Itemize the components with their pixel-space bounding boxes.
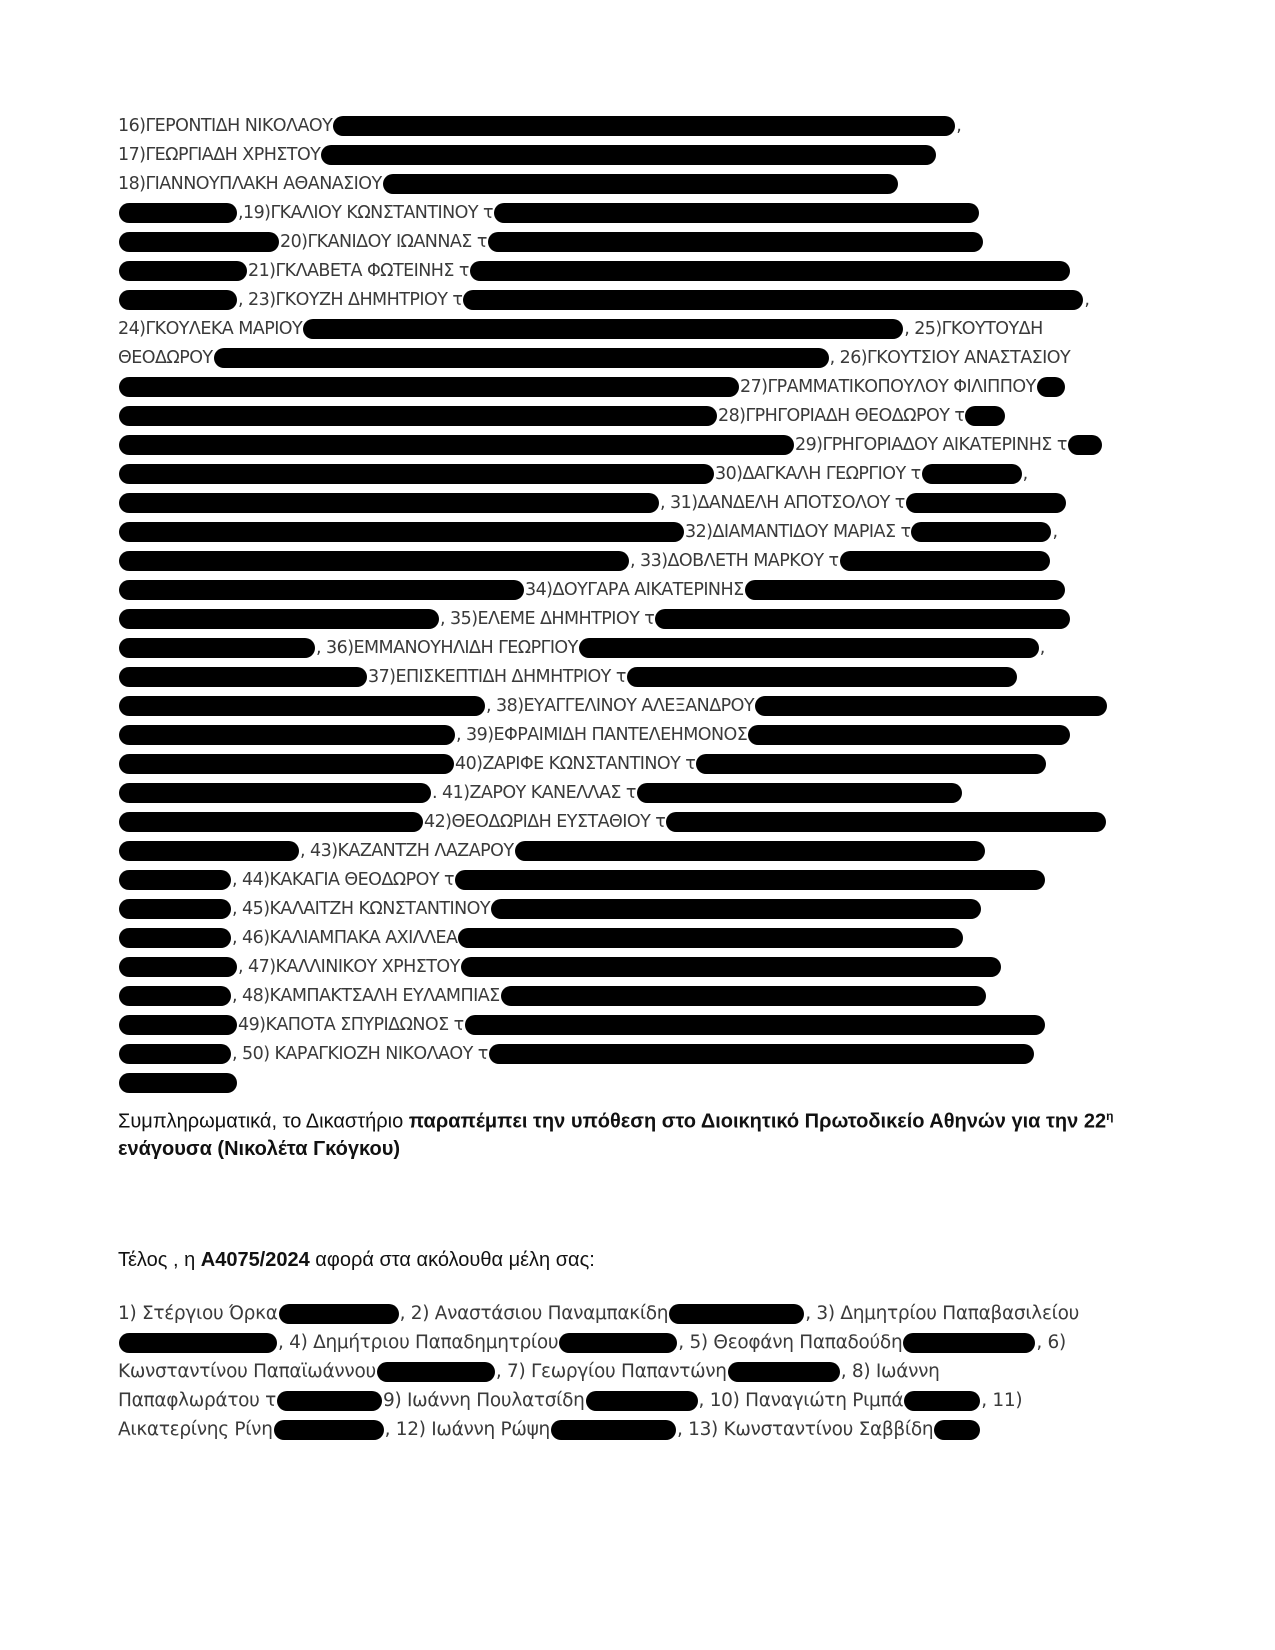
- list-text: 30)ΔΑΓΚΑΛΗ ΓΕΩΡΓΙΟΥ τ: [715, 464, 921, 484]
- list-text: 16)ΓΕΡΟΝΤΙΔΗ ΝΙΚΟΛΑΟΥ: [118, 116, 333, 136]
- redaction-block: [119, 812, 423, 832]
- list-line: [118, 810, 1107, 834]
- list-line: [118, 694, 1108, 718]
- list-line: [118, 549, 1051, 573]
- list-text: , 33)ΔΟΒΛΕΤΗ ΜΑΡΚΟΥ τ: [630, 551, 839, 571]
- redaction-block: [1068, 435, 1102, 455]
- redaction-block: [934, 1420, 980, 1440]
- list-text: , 44)ΚΑΚΑΓΙΑ ΘΕΟΔΩΡΟΥ τ: [232, 870, 454, 890]
- supplementary-paragraph: [118, 1103, 1158, 1163]
- redaction-block: [559, 1333, 677, 1353]
- list-text: . 41)ΖΑΡΟΥ ΚΑΝΕΛΛΑΣ τ: [432, 783, 636, 803]
- list-text: ,: [1022, 464, 1028, 484]
- redaction-block: [627, 667, 1017, 687]
- list-text: , 47)ΚΑΛΛΙΝΙΚΟΥ ΧΡΗΣΤΟΥ: [238, 957, 460, 977]
- redaction-block: [274, 1420, 384, 1440]
- list-text: 20)ΓΚΑΝΙΔΟΥ ΙΩΑΝΝΑΣ τ: [280, 232, 487, 252]
- member-line: [118, 1418, 981, 1442]
- list-text: 34)ΔΟΥΓΑΡΑ ΑΙΚΑΤΕΡΙΝΗΣ: [525, 580, 744, 600]
- redaction-block: [119, 725, 455, 745]
- redaction-block: [904, 1391, 980, 1411]
- list-line: [118, 375, 1066, 399]
- redaction-block: [455, 870, 1045, 890]
- redaction-block: [119, 493, 659, 513]
- redaction-block: [903, 1333, 1035, 1353]
- member-text: , 6): [1036, 1332, 1066, 1353]
- redaction-block: [669, 1304, 804, 1324]
- redaction-block: [119, 928, 231, 948]
- list-line: [118, 491, 1067, 515]
- redaction-block: [551, 1420, 676, 1440]
- list-text: ,: [956, 116, 962, 136]
- member-line: [118, 1302, 1079, 1326]
- list-text: 27)ΓΡΑΜΜΑΤΙΚΟΠΟΥΛΟΥ ΦΙΛΙΠΠΟΥ: [740, 377, 1036, 397]
- list-text: 24)ΓΚΟΥΛΕΚΑ ΜΑΡΙΟΥ: [118, 319, 303, 339]
- list-line: [118, 607, 1071, 631]
- redaction-block: [119, 899, 231, 919]
- list-text: ΘΕΟΔΩΡΟΥ: [118, 348, 213, 368]
- redaction-block: [119, 986, 231, 1006]
- redaction-block: [119, 1044, 231, 1064]
- redaction-block: [119, 580, 524, 600]
- list-text: 49)ΚΑΠΟΤΑ ΣΠΥΡΙΔΩΝΟΣ τ: [238, 1015, 464, 1035]
- redaction-block: [458, 928, 963, 948]
- redaction-block: [922, 464, 1022, 484]
- list-line: [118, 723, 1071, 747]
- redaction-block: [494, 203, 979, 223]
- list-line: [118, 636, 1045, 660]
- redaction-block: [214, 348, 829, 368]
- redaction-block: [745, 580, 1065, 600]
- member-text: , 7) Γεωργίου Παπαντώνη: [495, 1361, 727, 1382]
- list-line: [118, 752, 1047, 776]
- redaction-block: [119, 667, 367, 687]
- member-text: 9) Ιωάννη Πουλατσίδη: [383, 1390, 585, 1411]
- member-text: Αικατερίνης Ρίνη: [118, 1419, 273, 1440]
- member-text: , 4) Δημήτριου Παπαδημητρίου: [278, 1332, 559, 1353]
- list-text: ,: [1052, 522, 1058, 542]
- member-line: [118, 1331, 1066, 1355]
- member-text: , 5) Θεοφάνη Παπαδούδη: [678, 1332, 903, 1353]
- list-line: [118, 868, 1046, 892]
- list-text: 42)ΘΕΟΔΩΡΙΔΗ ΕΥΣΤΑΘΙΟΥ τ: [424, 812, 666, 832]
- list-line: [118, 143, 937, 167]
- list-line: [118, 520, 1058, 544]
- list-text: 29)ΓΡΗΓΟΡΙΑΔΟΥ ΑΙΚΑΤΕΡΙΝΗΣ τ: [795, 435, 1067, 455]
- list-line: [118, 288, 1089, 312]
- redaction-block: [321, 145, 936, 165]
- list-line: [118, 114, 961, 138]
- redaction-block: [279, 1304, 399, 1324]
- redaction-block: [465, 1015, 1045, 1035]
- list-line: [118, 955, 1002, 979]
- redaction-block: [965, 406, 1005, 426]
- list-line: [118, 404, 1006, 428]
- redaction-block: [119, 435, 794, 455]
- list-text: , 39)ΕΦΡΑΙΜΙΔΗ ΠΑΝΤΕΛΕΗΜΟΝΟΣ: [456, 725, 748, 745]
- list-text: , 23)ΓΚΟΥΖΗ ΔΗΜΗΤΡΙΟΥ τ: [238, 290, 463, 310]
- member-line: [118, 1389, 1022, 1413]
- redaction-block: [119, 754, 454, 774]
- redaction-block: [461, 957, 1001, 977]
- list-line: [118, 781, 963, 805]
- redaction-block: [463, 290, 1083, 310]
- member-text: , 11): [981, 1390, 1023, 1411]
- redaction-block: [303, 319, 903, 339]
- member-text: , 10) Παναγιώτη Ριμπά: [698, 1390, 904, 1411]
- supplementary-text: Συμπληρωματικά, το Δικαστήριο: [118, 1110, 409, 1133]
- list-line: [118, 578, 1066, 602]
- list-line: [118, 1042, 1035, 1066]
- list-line: [118, 839, 986, 863]
- redaction-block: [655, 609, 1070, 629]
- redaction-block: [119, 522, 684, 542]
- redaction-block: [119, 638, 315, 658]
- redaction-block: [119, 203, 237, 223]
- list-text: , 46)ΚΑΛΙΑΜΠΑΚΑ ΑΧΙΛΛΕΑ: [232, 928, 458, 948]
- redaction-block: [488, 232, 983, 252]
- redaction-block: [586, 1391, 698, 1411]
- redaction-block: [119, 377, 739, 397]
- list-line: [118, 172, 899, 196]
- list-line: [118, 433, 1103, 457]
- member-text: , 3) Δημητρίου Παπαβασιλείου: [805, 1303, 1080, 1324]
- list-line: [118, 259, 1071, 283]
- list-text: , 43)ΚΑΖΑΝΤΖΗ ΛΑΖΑΡΟΥ: [300, 841, 514, 861]
- member-text: , 8) Ιωάννη: [840, 1361, 940, 1382]
- list-text: 32)ΔΙΑΜΑΝΤΙΔΟΥ ΜΑΡΙΑΣ τ: [685, 522, 911, 542]
- list-line: [118, 926, 964, 950]
- list-line: [118, 317, 1043, 341]
- redaction-block: [119, 783, 431, 803]
- member-text: Παπαφλωράτου τ: [118, 1390, 277, 1411]
- list-line: [118, 897, 982, 921]
- case-number: Α4075/2024: [200, 1249, 310, 1271]
- redaction-block: [491, 899, 981, 919]
- redaction-block: [696, 754, 1046, 774]
- member-text: , 13) Κωνσταντίνου Σαββίδη: [676, 1419, 934, 1440]
- redaction-block: [840, 551, 1050, 571]
- redaction-block: [515, 841, 985, 861]
- list-text: 21)ΓΚΛΑΒΕΤΑ ΦΩΤΕΙΝΗΣ τ: [248, 261, 469, 281]
- list-text: 40)ΖΑΡΙΦΕ ΚΩΝΣΤΑΝΤΙΝΟΥ τ: [455, 754, 696, 774]
- redaction-block: [119, 841, 299, 861]
- final-text: Τέλος , η: [118, 1249, 201, 1271]
- final-text: αφορά στα ακόλουθα μέλη σας:: [309, 1249, 595, 1271]
- supplementary-bold-text: ενάγουσα (Νικολέτα Γκόγκου): [118, 1137, 401, 1160]
- redaction-block: [119, 464, 714, 484]
- redaction-block: [637, 783, 962, 803]
- redaction-block: [666, 812, 1106, 832]
- member-text: 1) Στέργιου Όρκα: [118, 1303, 278, 1324]
- list-text: , 38)ΕΥΑΓΓΕΛΙΝΟΥ ΑΛΕΞΑΝΔΡΟΥ: [486, 696, 755, 716]
- list-text: , 25)ΓΚΟΥΤΟΥΔΗ: [904, 319, 1043, 339]
- redaction-block: [333, 116, 955, 136]
- list-text: , 48)ΚΑΜΠΑΚΤΣΑΛΗ ΕΥΛΑΜΠΙΑΣ: [232, 986, 500, 1006]
- list-text: ,19)ΓΚΑΛΙΟΥ ΚΩΝΣΤΑΝΤΙΝΟΥ τ: [238, 203, 493, 223]
- redaction-block: [911, 522, 1051, 542]
- redaction-block: [119, 1073, 237, 1093]
- redaction-block: [728, 1362, 840, 1382]
- member-text: Κωνσταντίνου Παπαϊωάννου: [118, 1361, 376, 1382]
- list-line: [118, 1071, 238, 1095]
- final-paragraph: [118, 1247, 1158, 1274]
- redaction-block: [119, 406, 717, 426]
- redaction-block: [906, 493, 1066, 513]
- redaction-block: [1037, 377, 1065, 397]
- supplementary-bold-text: παραπέμπει την υπόθεση στο Διοικητικό Πρωτοδικείο Αθηνών για την 22: [408, 1110, 1107, 1133]
- redaction-block: [119, 290, 237, 310]
- list-line: [118, 1013, 1046, 1037]
- list-text: , 35)ΕΛΕΜΕ ΔΗΜΗΤΡΙΟΥ τ: [440, 609, 655, 629]
- list-text: 37)ΕΠΙΣΚΕΠΤΙΔΗ ΔΗΜΗΤΡΙΟΥ τ: [368, 667, 626, 687]
- list-line: [118, 462, 1028, 486]
- redaction-block: [119, 551, 629, 571]
- list-text: , 50) ΚΑΡΑΓΚΙΟΖΗ ΝΙΚΟΛΑΟΥ τ: [232, 1044, 488, 1064]
- redaction-block: [377, 1362, 495, 1382]
- superscript: η: [1106, 1109, 1114, 1123]
- member-line: [118, 1360, 940, 1384]
- list-text: , 26)ΓΚΟΥΤΣΙΟΥ ΑΝΑΣΤΑΣΙΟΥ: [829, 348, 1071, 368]
- list-text: , 45)ΚΑΛΑΙΤΖΗ ΚΩΝΣΤΑΝΤΙΝΟΥ: [232, 899, 491, 919]
- redaction-block: [119, 232, 279, 252]
- list-text: 17)ΓΕΩΡΓΙΑΔΗ ΧΡΗΣΤΟΥ: [118, 145, 321, 165]
- redaction-block: [501, 986, 986, 1006]
- list-line: [118, 346, 1070, 370]
- redaction-block: [755, 696, 1107, 716]
- list-line: [118, 230, 984, 254]
- list-text: 28)ΓΡΗΓΟΡΙΑΔΗ ΘΕΟΔΩΡΟΥ τ: [718, 406, 965, 426]
- redaction-block: [119, 1015, 237, 1035]
- list-line: [118, 665, 1018, 689]
- redaction-block: [748, 725, 1070, 745]
- member-text: , 12) Ιωάννη Ρώψη: [384, 1419, 550, 1440]
- list-line: [118, 201, 980, 225]
- redaction-block: [383, 174, 898, 194]
- list-line: [118, 984, 987, 1008]
- list-text: , 36)ΕΜΜΑΝΟΥΗΛΙΔΗ ΓΕΩΡΓΙΟΥ: [316, 638, 578, 658]
- list-text: ,: [1039, 638, 1045, 658]
- redaction-block: [579, 638, 1039, 658]
- list-text: ,: [1084, 290, 1090, 310]
- redaction-block: [470, 261, 1070, 281]
- redaction-block: [119, 1333, 277, 1353]
- redaction-block: [119, 609, 439, 629]
- redaction-block: [119, 261, 247, 281]
- member-text: , 2) Αναστάσιου Παναμπακίδη: [399, 1303, 669, 1324]
- redaction-block: [119, 696, 485, 716]
- list-text: 18)ΓΙΑΝΝΟΥΠΛΑΚΗ ΑΘΑΝΑΣΙΟΥ: [118, 174, 382, 194]
- redaction-block: [119, 957, 237, 977]
- redaction-block: [277, 1391, 382, 1411]
- redaction-block: [119, 870, 231, 890]
- redaction-block: [489, 1044, 1034, 1064]
- list-text: , 31)ΔΑΝΔΕΛΗ ΑΠΟΤΣΟΛΟΥ τ: [660, 493, 905, 513]
